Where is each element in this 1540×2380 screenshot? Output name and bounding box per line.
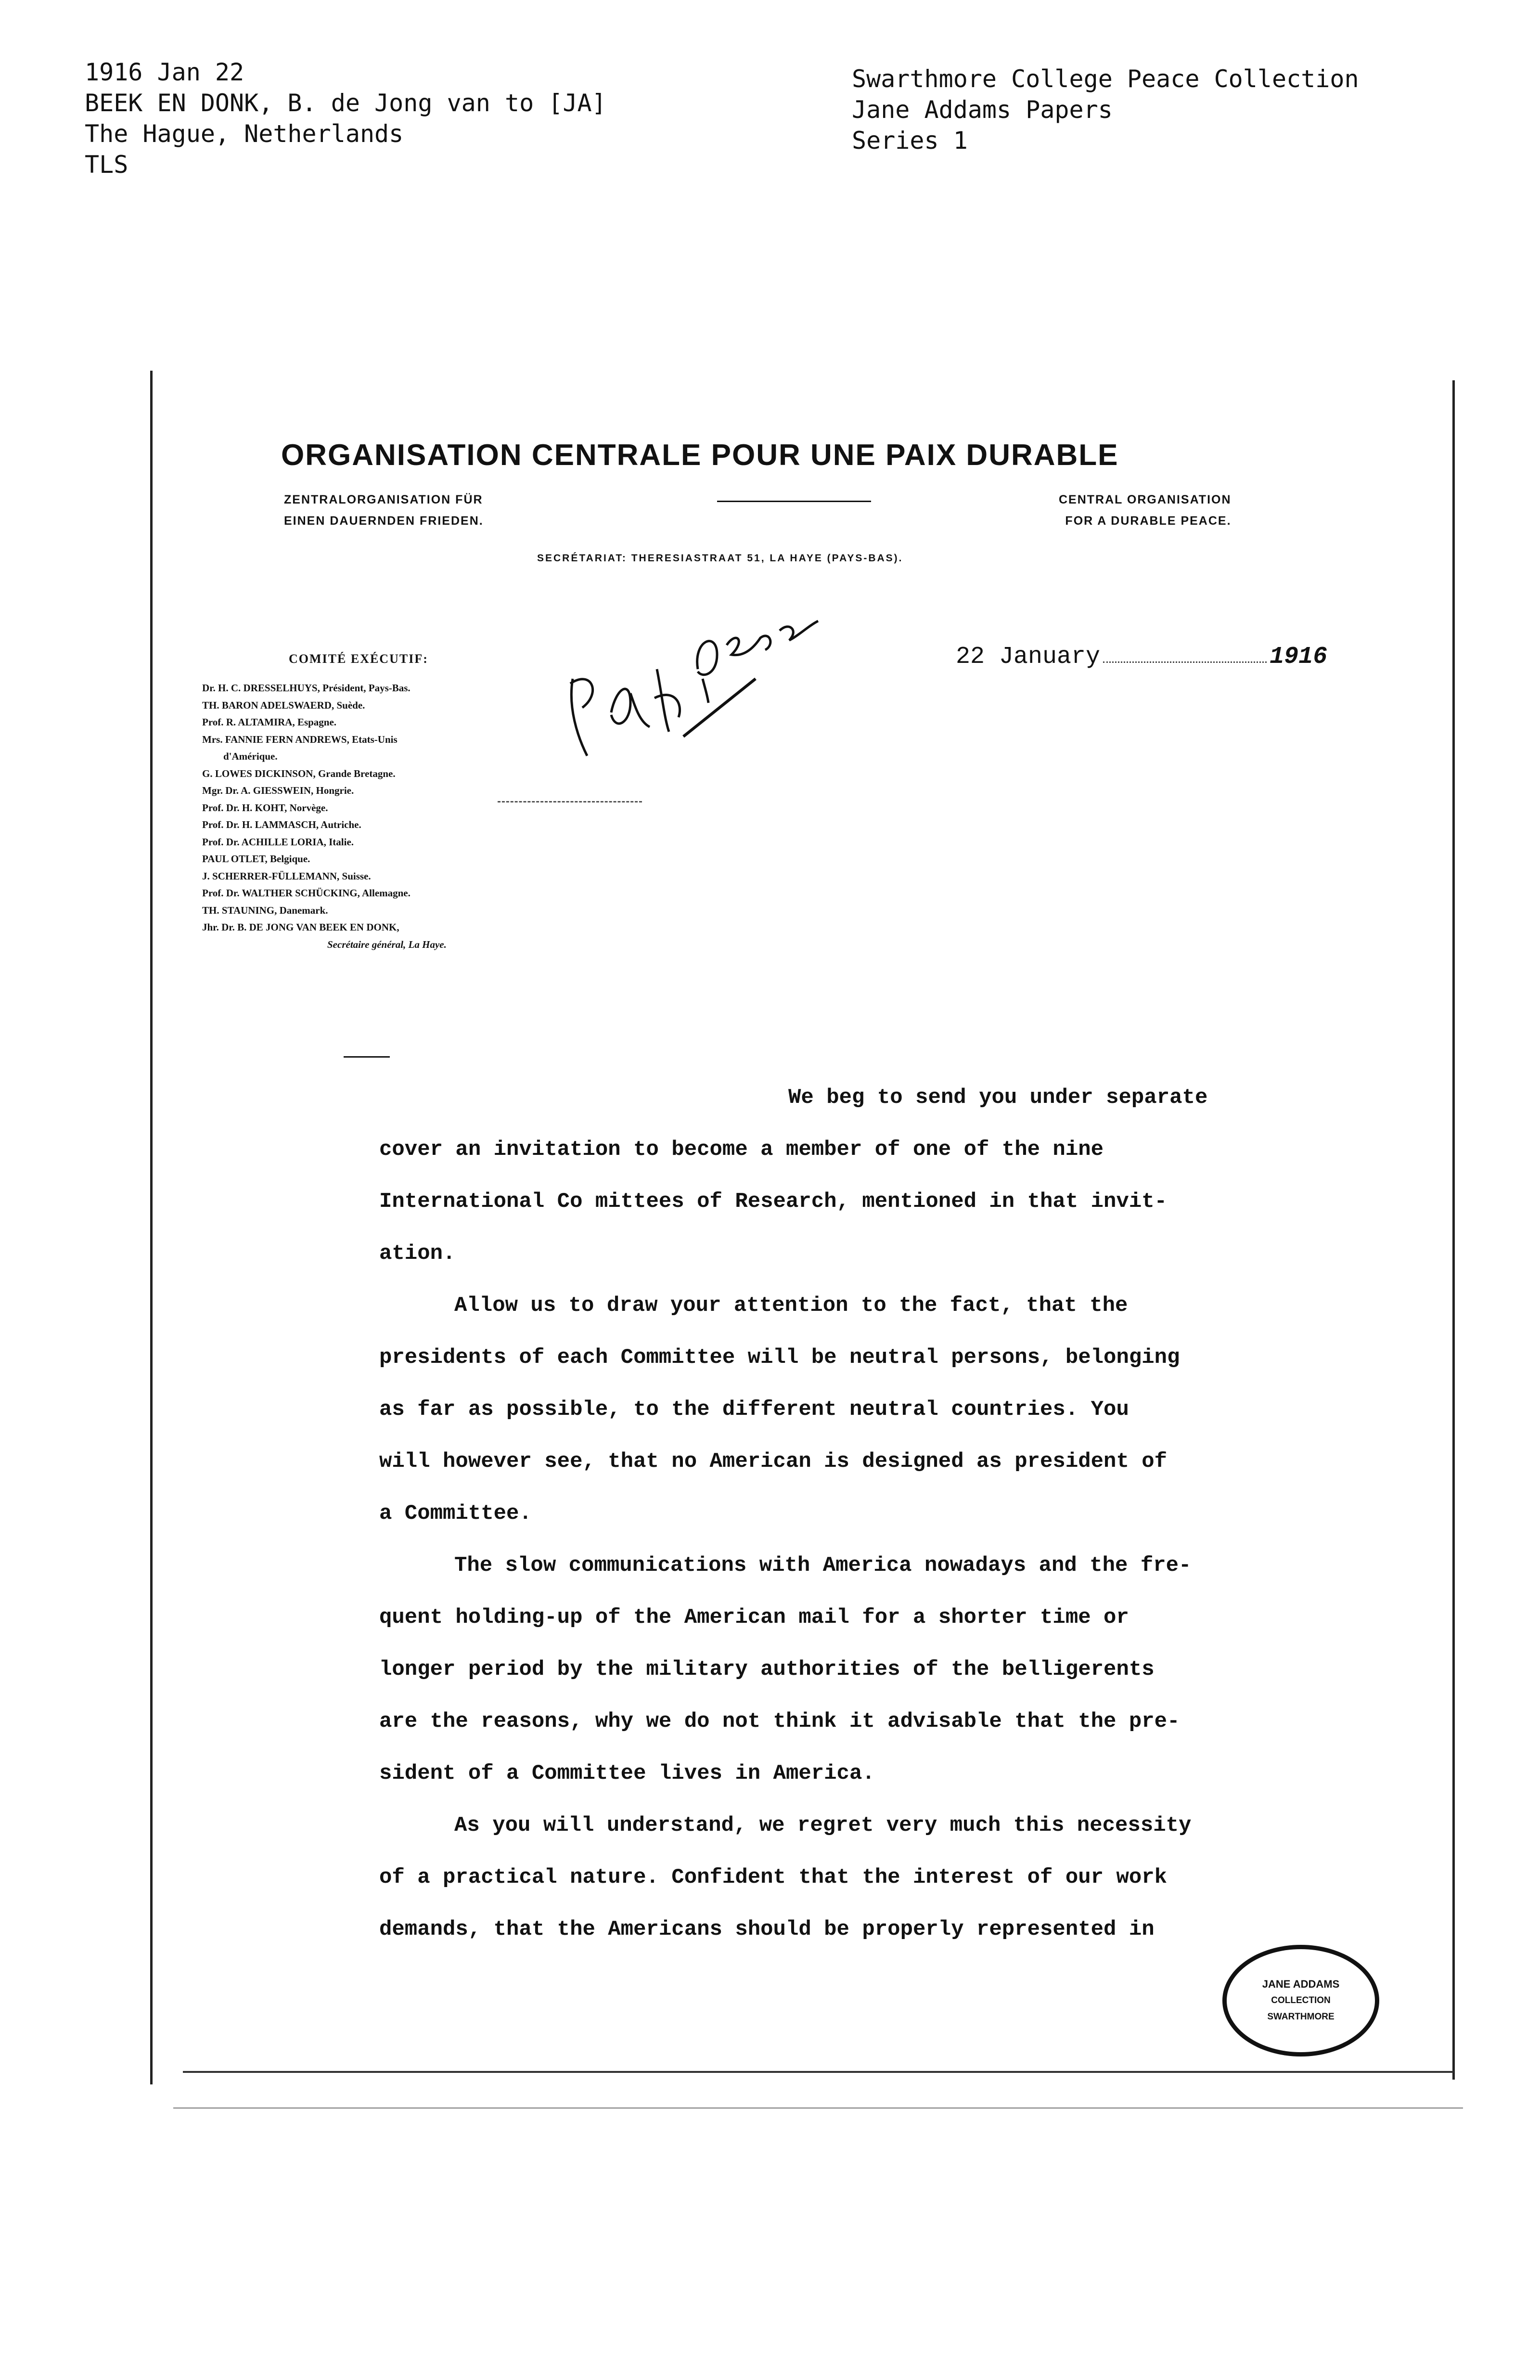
letter-bottom-edge — [183, 2071, 1453, 2073]
body-line: The slow communications with America nowadays and the fre- — [454, 1553, 1192, 1578]
date-day-month: 22 January — [956, 643, 1101, 671]
committee-member: Mgr. Dr. A. GIESSWEIN, Hongrie. — [202, 785, 354, 796]
letter-date — [956, 643, 1327, 671]
stamp-line: SWARTHMORE — [1267, 2012, 1335, 2022]
archive-collection — [852, 64, 1359, 156]
letter-left-edge — [150, 371, 153, 2084]
letterhead-english-line-1: CENTRAL ORGANISATION — [1059, 493, 1232, 506]
body-line: of a practical nature. Confident that the interest of our work — [379, 1865, 1168, 1889]
committee-leader-line — [498, 801, 642, 802]
stamp-line: COLLECTION — [1271, 1995, 1331, 2005]
letterhead-divider — [717, 501, 871, 502]
committee-member: Mrs. FANNIE FERN ANDREWS, Etats-Unis — [202, 733, 398, 745]
letter-body — [379, 1072, 1207, 1955]
body-line: presidents of each Committee will be neutral persons, belonging — [379, 1345, 1180, 1370]
body-line: cover an invitation to become a member of one of the nine — [379, 1138, 1104, 1162]
letterhead-secretariat: SECRÉTARIAT: THERESIASTRAAT 51, LA HAYE (PAYS-BAS). — [537, 553, 903, 564]
stamp-line: JANE ADDAMS — [1262, 1978, 1340, 1990]
body-line: quent holding-up of the American mail for a shorter time or — [379, 1605, 1129, 1630]
committee-member: PAUL OTLET, Belgique. — [202, 853, 310, 865]
handwritten-annotation — [558, 611, 828, 775]
collection-name: Swarthmore College Peace Collection — [852, 65, 1359, 93]
committee-member: J. SCHERRER-FÜLLEMANN, Suisse. — [202, 870, 371, 882]
citation-type: TLS — [85, 151, 128, 179]
body-line: We beg to send you under separate — [788, 1086, 1208, 1110]
citation-place: The Hague, Netherlands — [85, 120, 404, 148]
body-line: sident of a Committee lives in America. — [379, 1761, 875, 1785]
handwriting-stroke — [683, 679, 756, 737]
letterhead-german — [284, 489, 484, 531]
citation-author: BEEK EN DONK, B. de Jong van to [JA] — [85, 89, 606, 117]
committee-member: Jhr. Dr. B. DE JONG VAN BEEK EN DONK, — [202, 921, 399, 933]
committee-heading: COMITÉ EXÉCUTIF: — [289, 652, 428, 666]
body-line: Allow us to draw your attention to the fact, that the — [454, 1293, 1128, 1318]
collection-papers: Jane Addams Papers — [852, 96, 1113, 124]
committee-list — [202, 680, 447, 953]
date-dotted-leader — [1103, 661, 1267, 663]
committee-rule — [344, 1056, 390, 1058]
archive-citation — [85, 57, 606, 180]
committee-member: TH. STAUNING, Danemark. — [202, 904, 328, 916]
committee-member: Secrétaire général, La Haye. — [327, 938, 447, 950]
body-line: ation. — [379, 1242, 456, 1266]
handwriting-stroke — [611, 689, 650, 727]
body-line: as far as possible, to the different neutral countries. You — [379, 1397, 1129, 1422]
letterhead-title: ORGANISATION CENTRALE POUR UNE PAIX DURABLE — [281, 439, 1119, 472]
body-line: demands, that the Americans should be properly represented in — [379, 1917, 1155, 1941]
collection-stamp — [1222, 1945, 1379, 2057]
committee-member: d'Amérique. — [223, 750, 278, 762]
handwriting-stroke — [727, 621, 818, 655]
letterhead-german-line-1: ZENTRALORGANISATION FÜR — [284, 493, 483, 506]
handwriting-stroke — [570, 679, 593, 756]
body-line: International Co mittees of Research, mentioned in that invit- — [379, 1190, 1168, 1214]
letter-right-edge — [1452, 380, 1455, 2080]
body-line: a Committee. — [379, 1501, 532, 1526]
committee-member: Prof. Dr. ACHILLE LORIA, Italie. — [202, 836, 354, 848]
body-line: As you will understand, we regret very much this necessity — [454, 1813, 1192, 1837]
body-line: will however see, that no American is designed as president of — [379, 1449, 1168, 1474]
letterhead-english-line-2: FOR A DURABLE PEACE. — [1065, 514, 1232, 528]
collection-series: Series 1 — [852, 127, 968, 155]
citation-date: 1916 Jan 22 — [85, 58, 244, 86]
committee-member: G. LOWES DICKINSON, Grande Bretagne. — [202, 767, 396, 779]
committee-member: Dr. H. C. DRESSELHUYS, Président, Pays-Bas. — [202, 682, 411, 694]
body-line: longer period by the military authorities of the belligerents — [379, 1657, 1155, 1682]
committee-member: TH. BARON ADELSWAERD, Suède. — [202, 699, 365, 711]
committee-member: Prof. Dr. H. KOHT, Norvège. — [202, 802, 328, 814]
handwriting-stroke — [697, 641, 717, 703]
committee-member: Prof. R. ALTAMIRA, Espagne. — [202, 716, 337, 728]
handwriting-stroke — [654, 669, 680, 732]
body-line: are the reasons, why we do not think it advisable that the pre- — [379, 1709, 1180, 1733]
committee-member: Prof. Dr. H. LAMMASCH, Autriche. — [202, 819, 361, 830]
letterhead-english — [1059, 489, 1232, 531]
letterhead-german-line-2: EINEN DAUERNDEN FRIEDEN. — [284, 514, 484, 528]
date-year: 1916 — [1270, 643, 1328, 671]
committee-member: Prof. Dr. WALTHER SCHÜCKING, Allemagne. — [202, 887, 411, 899]
